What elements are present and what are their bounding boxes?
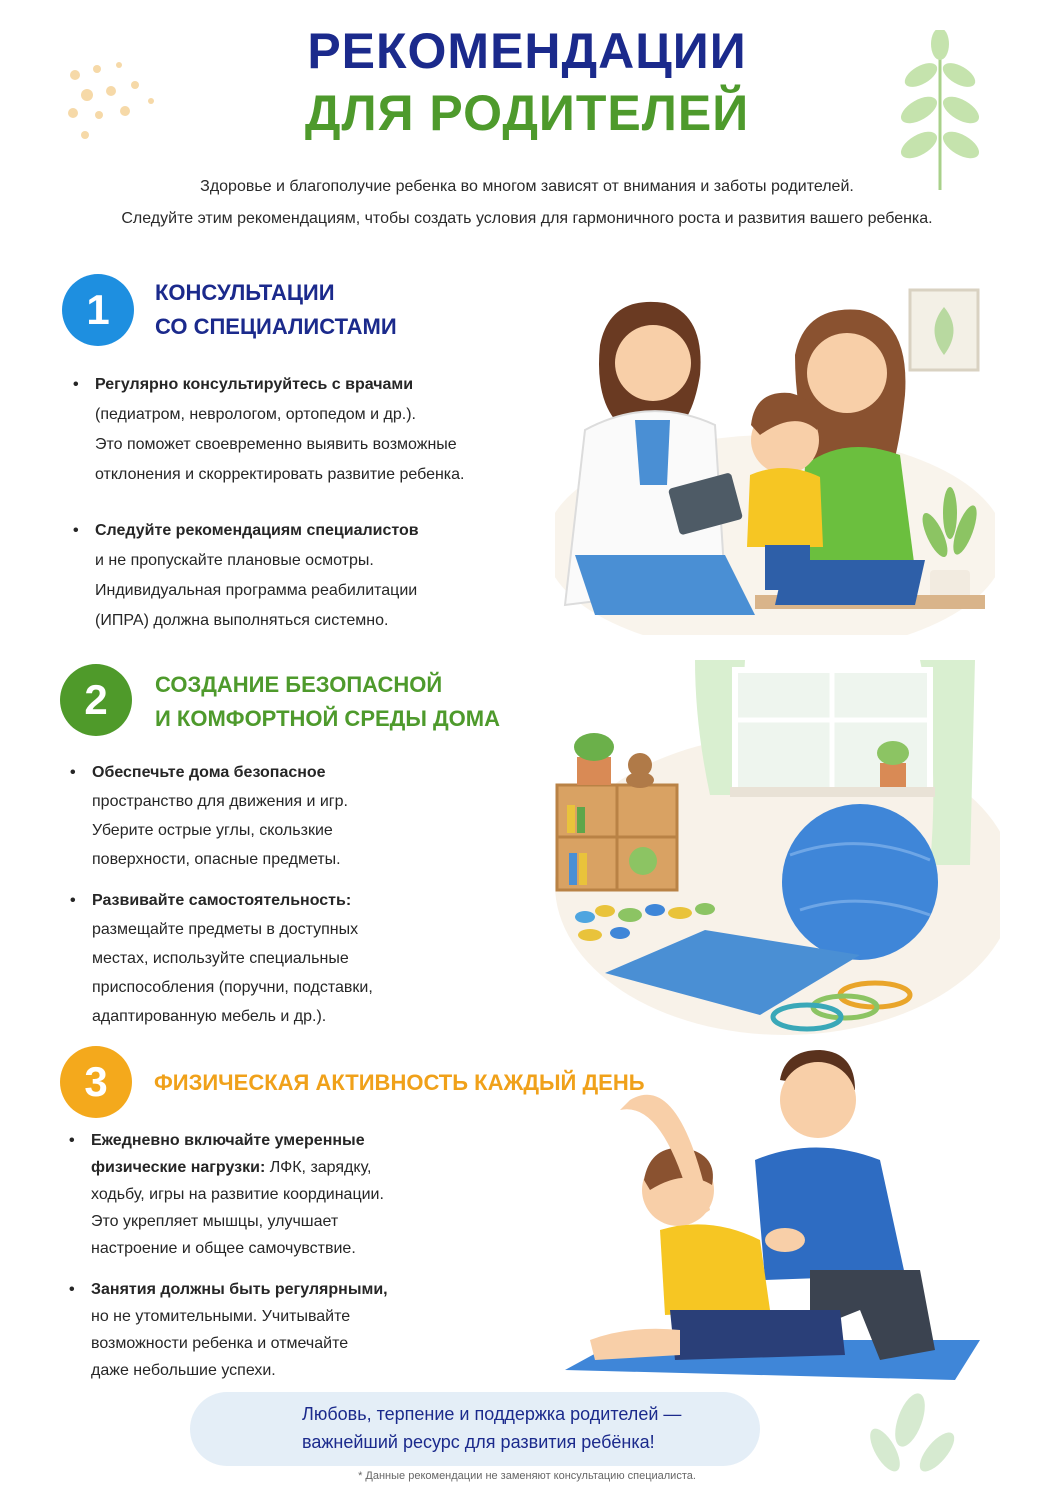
intro-text-line1: Здоровье и благополучие ребенка во многом зависят от внимания и заботы родителей.: [200, 178, 854, 195]
section-1-title: [155, 276, 397, 344]
bullet-line: местах, используйте специальные: [92, 950, 349, 967]
bullet-dot: •: [70, 764, 76, 781]
section-3-bullet-2: [69, 1276, 388, 1384]
bullet-dot: •: [70, 892, 76, 909]
bullet-line: возможности ребенка и отмечайте: [91, 1335, 349, 1352]
section-1-bullet-2: [73, 516, 419, 636]
bullet-dot: •: [73, 376, 79, 393]
bullet-bold-text: Ежедневно включайте умеренные: [91, 1132, 365, 1149]
bullet-bold-text: Развивайте самостоятельность:: [92, 892, 352, 909]
bullet-bold-text: Обеспечьте дома безопасное: [92, 764, 326, 781]
bullet-line: Это поможет своевременно выявить возможные: [95, 436, 457, 453]
bullet-line: даже небольшие успехи.: [91, 1362, 276, 1379]
page-title: РЕКОМЕНДАЦИИ: [307, 23, 747, 79]
section-3-bullet-1: [69, 1127, 384, 1262]
bullet-line: (педиатром, неврологом, ортопедом и др.).: [95, 406, 416, 423]
bullet-dot: •: [69, 1281, 75, 1298]
bullet-line: приспособления (поручни, подставки,: [92, 979, 373, 996]
doctor-consultation-illustration: [555, 285, 995, 635]
bullet-line: Это укрепляет мышцы, улучшает: [91, 1213, 339, 1230]
intro-text-line2: Следуйте этим рекомендациям, чтобы создать условия для гармоничного роста и развития вашего ребенка.: [121, 210, 933, 227]
section-2-title-line2: И КОМФОРТНОЙ СРЕДЫ ДОМА: [155, 706, 500, 731]
page-subtitle: ДЛЯ РОДИТЕЛЕЙ: [304, 85, 750, 141]
bullet-line: ЛФК, зарядку,: [265, 1159, 372, 1176]
banner-line2: важнейший ресурс для развития ребёнка!: [302, 1432, 655, 1452]
section-3-title: ФИЗИЧЕСКАЯ АКТИВНОСТЬ КАЖДЫЙ ДЕНЬ: [154, 1070, 645, 1095]
bullet-bold-text: физические нагрузки:: [91, 1159, 266, 1176]
bullet-bold-text: Следуйте рекомендациям специалистов: [95, 522, 419, 539]
bullet-line: но не утомительными. Учитывайте: [91, 1308, 351, 1325]
section-2-bullet-1: [70, 758, 348, 874]
bullet-bold-text: Регулярно консультируйтесь с врачами: [95, 376, 414, 393]
bullet-line: размещайте предметы в доступных: [92, 921, 359, 938]
safe-room-illustration: [545, 655, 1000, 1040]
section-2-title: [155, 668, 500, 736]
bullet-line: настроение и общее самочувствие.: [91, 1240, 356, 1257]
bullet-bold-text: Занятия должны быть регулярными,: [91, 1281, 388, 1298]
section-2-title-line1: СОЗДАНИЕ БЕЗОПАСНОЙ: [155, 672, 443, 697]
banner-message: [302, 1400, 681, 1456]
bullet-line: и не пропускайте плановые осмотры.: [95, 552, 374, 569]
bullet-dot: •: [69, 1132, 75, 1149]
bullet-line: отклонения и скорректировать развитие ребенка.: [95, 466, 465, 483]
section-1-title-line1: КОНСУЛЬТАЦИИ: [155, 280, 335, 305]
bullet-line: пространство для движения и игр.: [92, 793, 348, 810]
exercise-illustration: [560, 1040, 990, 1390]
bullet-dot: •: [73, 522, 79, 539]
bullet-line: (ИПРА) должна выполняться системно.: [95, 612, 389, 629]
section-2-bullet-2: [70, 886, 373, 1031]
section-1-title-line2: СО СПЕЦИАЛИСТАМИ: [155, 314, 397, 339]
footnote: * Данные рекомендации не заменяют консультацию специалиста.: [358, 1470, 696, 1482]
section-2-number-badge: 2: [60, 664, 132, 736]
bullet-line: поверхности, опасные предметы.: [92, 851, 341, 868]
bullet-line: ходьбу, игры на развитие координации.: [91, 1186, 384, 1203]
section-1-number-badge: 1: [62, 274, 134, 346]
bullet-line: адаптированную мебель и др.).: [92, 1008, 327, 1025]
section-3-number-badge: 3: [60, 1046, 132, 1118]
section-1-bullet-1: [73, 370, 465, 490]
banner-line1: Любовь, терпение и поддержка родителей —: [302, 1404, 682, 1424]
bullet-line: Индивидуальная программа реабилитации: [95, 582, 418, 599]
bullet-line: Уберите острые углы, скользкие: [92, 822, 333, 839]
